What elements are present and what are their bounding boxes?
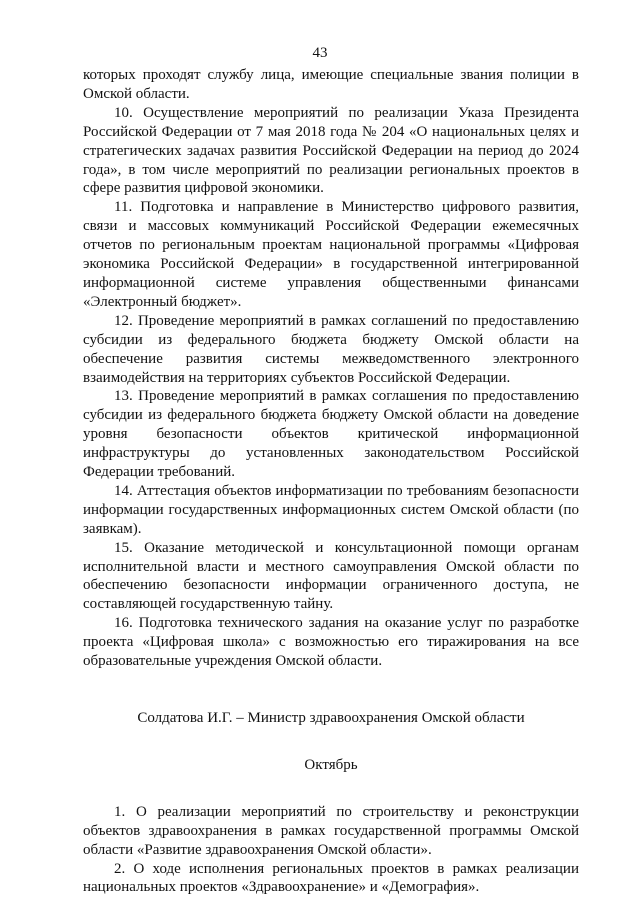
list-item-12: 12. Проведение мероприятий в рамках соглашений по предоставлению субсидии из федерального бюджета бюджету Омской области на обеспечение развития системы межведомственного электронного взаимодействия на территориях субъектов Российской Федерации. (83, 312, 579, 386)
month-heading: Октябрь (304, 756, 358, 773)
spacer (83, 775, 579, 803)
health-item-2: 2. О ходе исполнения региональных проектов в рамках реализации национальных проектов «Здравоохранение» и «Демография». (83, 860, 579, 896)
ministry-items-list (83, 104, 579, 671)
list-item-15: 15. Оказание методической и консультационной помощи органам исполнительной власти и местного самоуправления Омской области по обеспечению безопасности информации ограниченного доступа, не составляющей государственную тайну. (83, 539, 579, 613)
spacer (83, 671, 579, 709)
document-body (83, 66, 579, 897)
list-item-13: 13. Проведение мероприятий в рамках соглашения по предоставлению субсидии из федерального бюджета бюджету Омской области на доведение уровня безопасности объектов критической информационной инфраструктуры до установленных законодательством Российской Федерации требований. (83, 388, 579, 481)
list-item-16: 16. Подготовка технического задания на оказание услуг по разработке проекта «Цифровая школа» с возможностью его тиражирования на все образовательные учреждения Омской области. (83, 615, 579, 670)
intro-paragraph: которых проходят службу лица, имеющие специальные звания полиции в Омской области. (83, 67, 579, 102)
list-item-10: 10. Осуществление мероприятий по реализации Указа Президента Российской Федерации от 7 мая 2018 года № 204 «О национальных целях и стратегических задачах развития Российской Федерации на период до 2024 года», в том числе мероприятий по реализации региональных проектов в сфере развития цифровой экономики. (83, 104, 579, 197)
list-item-11: 11. Подготовка и направление в Министерство цифрового развития, связи и массовых коммуникаций Российской Федерации ежемесячных отчетов по региональным проектам национальной программы «Цифровая экономика Российской Федерации» в государственной интегрированной информационной системе управления общественными финансами «Электронный бюджет». (83, 199, 579, 310)
health-items-list (83, 803, 579, 898)
page-number: 43 (312, 45, 328, 61)
section-title: Солдатова И.Г. – Министр здравоохранения Омской области (137, 710, 525, 726)
list-item-14: 14. Аттестация объектов информатизации по требованиям безопасности информации государственных информационных систем Омской области (по заявкам). (83, 482, 579, 537)
health-item-1: 1. О реализации мероприятий по строительству и реконструкции объектов здравоохранения в рамках государственной программы Омской области «Развитие здравоохранения Омской области». (83, 803, 579, 858)
spacer (83, 728, 579, 756)
